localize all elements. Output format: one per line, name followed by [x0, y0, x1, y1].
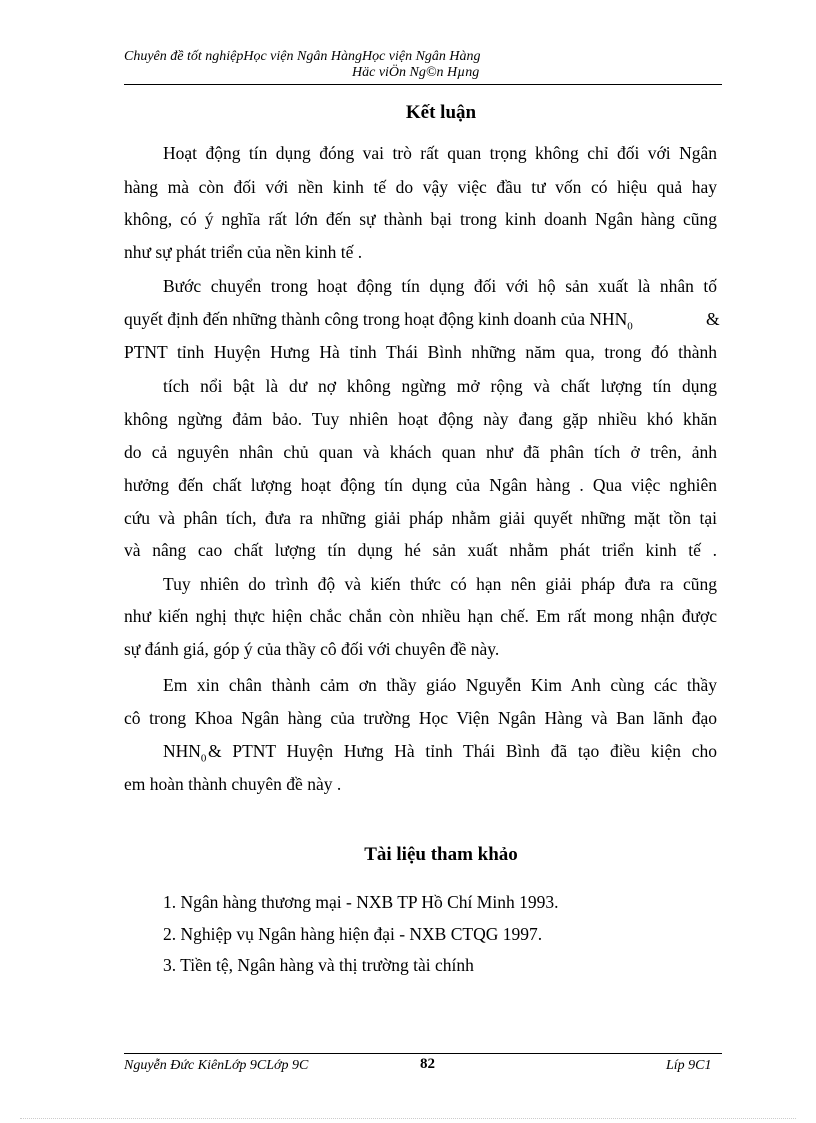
reference-item: 2. Nghiệp vụ Ngân hàng hiện đại - NXB CTQG 1997.: [163, 924, 543, 944]
body-line: không, có ý nghĩa rất lớn đến sự thành bại trong kinh doanh Ngân hàng cũng: [124, 209, 717, 229]
body-line: Em xin chân thành cảm ơn thầy giáo Nguyễn Kim Anh cùng các thầy: [163, 675, 717, 695]
page-bottom-divider: [20, 1118, 796, 1119]
body-line: cô trong Khoa Ngân hàng của trường Học Viện Ngân Hàng và Ban lãnh đạo: [124, 708, 717, 728]
header-rule: [124, 84, 722, 85]
body-line: tích nổi bật là dư nợ không ngừng mở rộng và chất lượng tín dụng: [163, 376, 717, 396]
body-line: không ngừng đảm bảo. Tuy nhiên hoạt động này đang gặp nhiều khó khăn: [124, 409, 717, 429]
ampersand: &: [706, 309, 720, 329]
body-line: hưởng đến chất lượng hoạt động tín dụng của Ngân hàng . Qua việc nghiên: [124, 475, 717, 495]
footer-class: Líp 9C1: [666, 1058, 712, 1073]
footer-rule: [124, 1053, 722, 1054]
body-line: Hoạt động tín dụng đóng vai trò rất quan trọng không chỉ đối với Ngân: [163, 143, 717, 163]
subscript-zero: 0: [200, 752, 207, 765]
header-line-2: Häc viÖn Ng©n Hµng: [352, 65, 480, 80]
body-line: em hoàn thành chuyên đề này .: [124, 774, 342, 794]
body-line: Tuy nhiên do trình độ và kiến thức có hạn nên giải pháp đưa ra cũng: [163, 574, 717, 594]
body-line: cứu và phân tích, đưa ra những giải pháp nhằm giải quyết những mặt tồn tại: [124, 508, 717, 528]
header-line-1: Chuyên đề tốt nghiệpHọc viện Ngân HàngHọc viện Ngân Hàng: [124, 49, 481, 64]
body-line: hàng mà còn đối với nền kinh tế do vậy việc đầu tư vốn có hiệu quả hay: [124, 177, 717, 197]
body-line: do cả nguyên nhân chủ quan và khách quan như đã phân tích ở trên, ảnh: [124, 442, 717, 462]
body-line: như kiến nghị thực hiện chắc chắn còn nhiều hạn chế. Em rất mong nhận được: [124, 606, 717, 626]
body-text: quyết định đến những thành công trong hoạt động kinh doanh của NHN: [124, 309, 628, 329]
body-line: sự đánh giá, góp ý của thầy cô đối với chuyên đề này.: [124, 639, 500, 659]
body-line: & PTNT Huyện Hưng Hà tỉnh Thái Bình đã tạo điều kiện cho: [208, 741, 717, 761]
footer-author: Nguyễn Đức KiênLớp 9CLớp 9C: [124, 1058, 309, 1073]
body-line: và nâng cao chất lượng tín dụng hé sản xuất nhằm phát triển kinh tế .: [124, 540, 717, 560]
reference-item: 3. Tiền tệ, Ngân hàng và thị trường tài chính: [163, 955, 474, 975]
conclusion-title: Kết luận: [405, 102, 477, 123]
body-line: PTNT tỉnh Huyện Hưng Hà tỉnh Thái Bình những năm qua, trong đó thành: [124, 342, 717, 362]
body-line-nhn: [124, 309, 720, 333]
references-title: Tài liệu tham khảo: [364, 844, 518, 865]
reference-item: 1. Ngân hàng thương mại - NXB TP Hồ Chí Minh 1993.: [163, 892, 559, 912]
page-number: 82: [420, 1056, 435, 1072]
body-line-nhn: [163, 741, 206, 765]
body-line: Bước chuyển trong hoạt động tín dụng đối với hộ sản xuất là nhân tố: [163, 276, 717, 296]
body-text: NHN: [163, 741, 201, 761]
subscript-zero: 0: [627, 320, 633, 333]
body-line: như sự phát triển của nền kinh tế .: [124, 242, 363, 262]
